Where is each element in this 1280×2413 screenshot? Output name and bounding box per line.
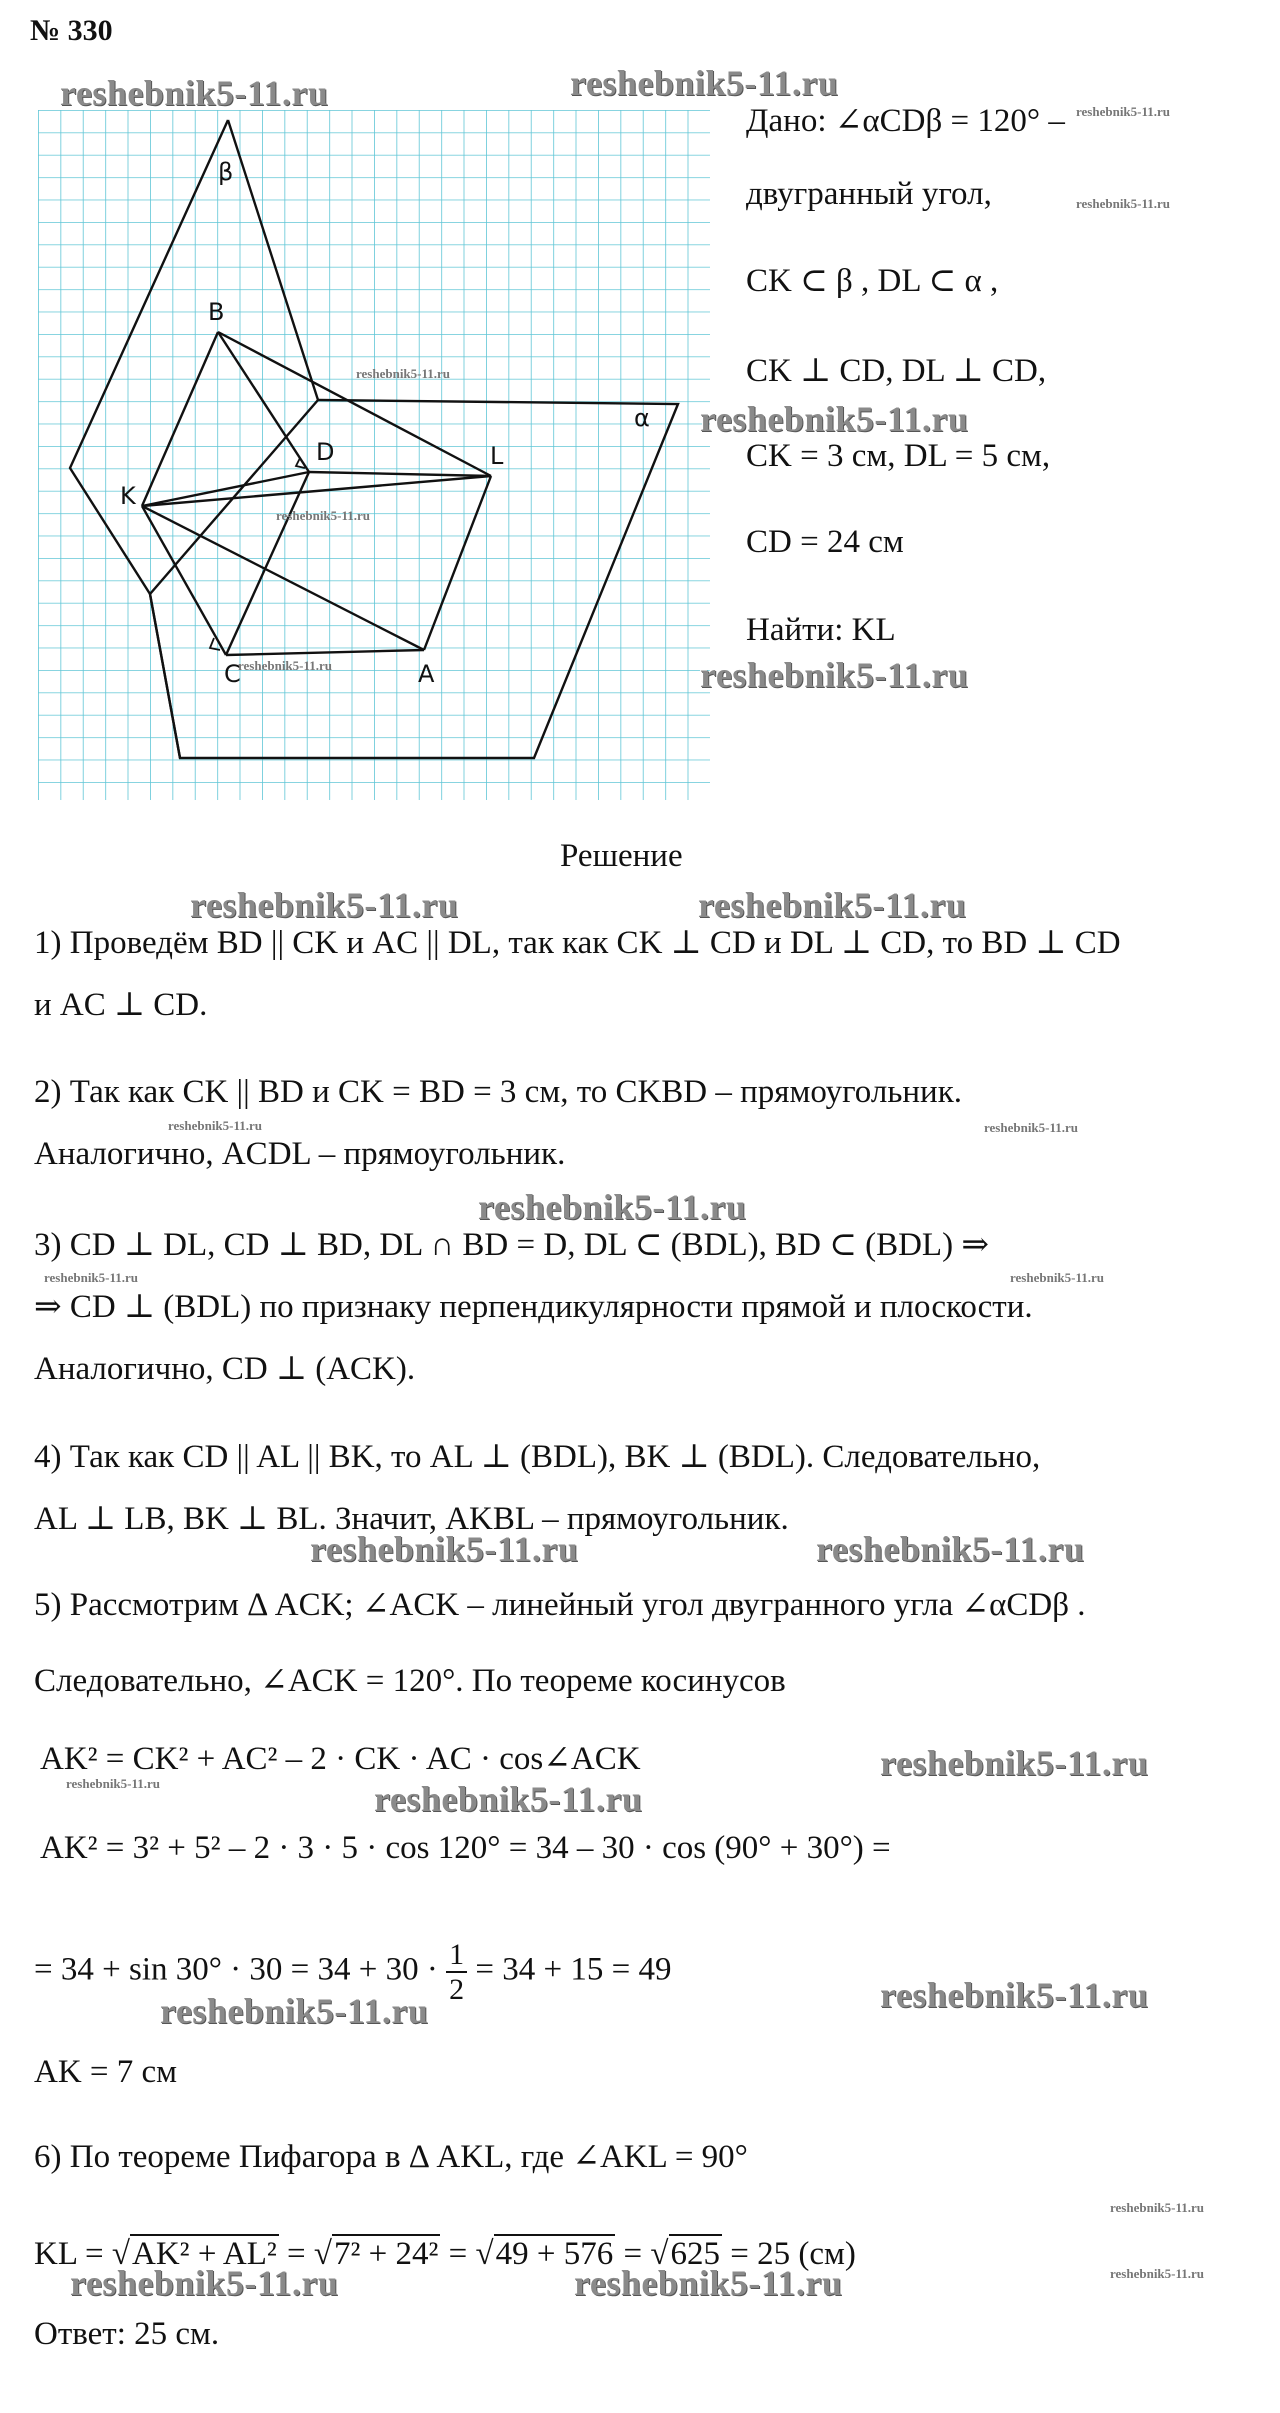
label-L: L [490, 442, 504, 470]
answer: Ответ: 25 см. [34, 2316, 220, 2352]
given-line-6: CD = 24 см [746, 524, 904, 560]
watermark-small: reshebnik5-11.ru [984, 1120, 1079, 1135]
watermark-small: reshebnik5-11.ru [356, 366, 451, 381]
watermark-small: reshebnik5-11.ru [44, 1270, 139, 1285]
kl-eq-3: = [623, 2236, 643, 2272]
fraction-numerator: 1 [446, 1938, 467, 1973]
watermark-small: reshebnik5-11.ru [66, 1776, 161, 1791]
step-5-line-1: 5) Рассмотрим Δ ACK; ∠ACK – линейный угол двугранного угла ∠αCDβ . [34, 1587, 1086, 1623]
given-line-4: CK ⊥ CD, DL ⊥ CD, [746, 353, 1047, 389]
label-A: A [418, 660, 435, 688]
kl-root-4: 625 [670, 2236, 721, 2272]
given-line-2: двугранный угол, [746, 176, 992, 212]
step-2-line-1: 2) Так как CK || BD и CK = BD = 3 см, то CKBD – прямоугольник. [34, 1074, 962, 1110]
problem-number: № 330 [30, 14, 113, 47]
equation-result-right: = 34 + 15 = 49 [475, 1951, 672, 1988]
watermark: reshebnik5-11.ru [310, 1529, 579, 1569]
step-6-line: 6) По теореме Пифагора в Δ AKL, где ∠AKL = 90° [34, 2139, 748, 2175]
given-line-1: Дано: ∠αCDβ = 120° – [746, 103, 1065, 139]
watermark: reshebnik5-11.ru [70, 2263, 339, 2303]
watermark: reshebnik5-11.ru [478, 1187, 747, 1227]
watermark: reshebnik5-11.ru [190, 885, 459, 925]
equation-cosine-law: AK² = CK² + AC² – 2 · CK · AC · cos∠ACK [40, 1741, 641, 1777]
equation-substitution: AK² = 3² + 5² – 2 · 3 · 5 · cos 120° = 34 – 30 · cos (90° + 30°) = [40, 1830, 891, 1866]
watermark: reshebnik5-11.ru [374, 1779, 643, 1819]
grid-background [38, 110, 710, 800]
label-B: B [208, 298, 225, 326]
label-D: D [316, 438, 335, 466]
watermark: reshebnik5-11.ru [570, 63, 839, 103]
watermark: reshebnik5-11.ru [698, 885, 967, 925]
step-5-line-2: Следовательно, ∠ACK = 120°. По теореме косинусов [34, 1663, 786, 1699]
kl-root-3: 49 + 576 [495, 2236, 614, 2272]
step-1-line-2: и AC ⊥ CD. [34, 987, 208, 1023]
watermark: reshebnik5-11.ru [880, 1975, 1149, 2015]
watermark: reshebnik5-11.ru [880, 1743, 1149, 1783]
kl-result: = 25 (см) [730, 2236, 856, 2272]
label-beta: β [218, 158, 234, 186]
find-line: Найти: KL [746, 612, 896, 648]
kl-eq-1: = [287, 2236, 306, 2272]
step-2-line-2: Аналогично, ACDL – прямоугольник. [34, 1136, 566, 1172]
step-3-line-2: ⇒ CD ⊥ (BDL) по признаку перпендикулярности прямой и плоскости. [34, 1289, 1033, 1325]
fraction-one-half [446, 1938, 467, 2006]
solution-title: Решение [560, 838, 683, 874]
geometry-figure [38, 110, 710, 800]
label-C: C [224, 660, 241, 688]
watermark: reshebnik5-11.ru [160, 1991, 429, 2031]
watermark: reshebnik5-11.ru [700, 399, 969, 439]
watermark: reshebnik5-11.ru [574, 2263, 843, 2303]
ak-result: AK = 7 см [34, 2054, 178, 2090]
watermark-small: reshebnik5-11.ru [1076, 104, 1171, 119]
kl-eq-2: = [448, 2236, 468, 2272]
watermark-small: reshebnik5-11.ru [1110, 2266, 1205, 2281]
label-K: K [120, 482, 136, 510]
label-alpha: α [634, 404, 650, 432]
fraction-denominator: 2 [449, 1973, 465, 2006]
kl-lhs: KL = [34, 2236, 104, 2272]
step-3-line-1: 3) CD ⊥ DL, CD ⊥ BD, DL ∩ BD = D, DL ⊂ (BDL), BD ⊂ (BDL) ⇒ [34, 1227, 989, 1263]
kl-root-1: AK² + AL² [132, 2236, 277, 2272]
watermark-small: reshebnik5-11.ru [238, 658, 333, 673]
watermark: reshebnik5-11.ru [816, 1529, 1085, 1569]
step-4-line-1: 4) Так как CD || AL || BK, то AL ⊥ (BDL), BK ⊥ (BDL). Следовательно, [34, 1439, 1041, 1475]
watermark-small: reshebnik5-11.ru [276, 508, 371, 523]
watermark-small: reshebnik5-11.ru [1010, 1270, 1105, 1285]
watermark-small: reshebnik5-11.ru [1110, 2200, 1205, 2215]
watermark: reshebnik5-11.ru [60, 73, 329, 113]
step-3-line-3: Аналогично, CD ⊥ (ACK). [34, 1351, 416, 1387]
given-line-3: CK ⊂ β , DL ⊂ α , [746, 263, 999, 299]
given-line-5: CK = 3 см, DL = 5 см, [746, 438, 1051, 474]
watermark-small: reshebnik5-11.ru [1076, 196, 1171, 211]
step-1-line-1: 1) Проведём BD || CK и AC || DL, так как CK ⊥ CD и DL ⊥ CD, то BD ⊥ CD [34, 925, 1121, 961]
equation-result-left: = 34 + sin 30° · 30 = 34 + 30 · [34, 1951, 438, 1988]
kl-root-2: 7² + 24² [334, 2236, 439, 2272]
step-4-line-2: AL ⊥ LB, BK ⊥ BL. Значит, AKBL – прямоугольник. [34, 1501, 789, 1537]
kl-equation: KL = √AK² + AL² = √7² + 24² = √49 + 576 = √625 = 25 (см) [34, 2236, 856, 2272]
watermark: reshebnik5-11.ru [700, 655, 969, 695]
watermark-small: reshebnik5-11.ru [168, 1118, 263, 1133]
